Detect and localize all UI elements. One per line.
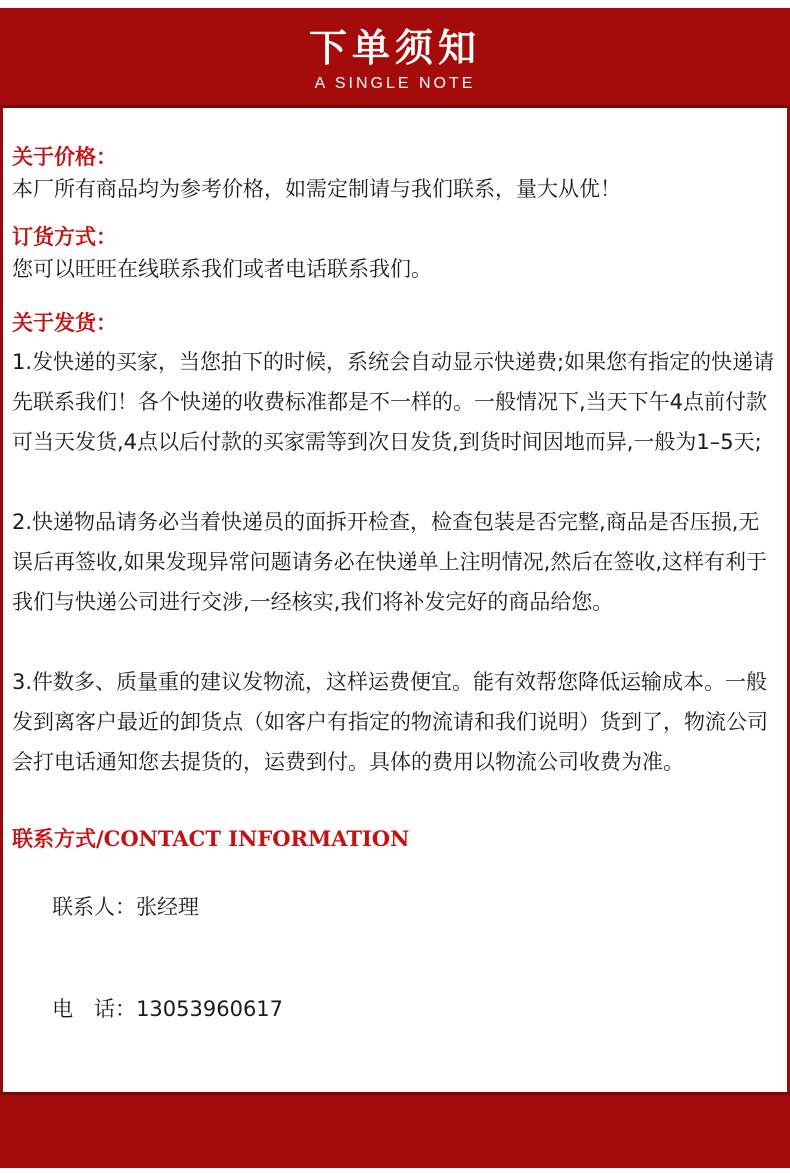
contact-phone-label: 电 话：: [52, 997, 137, 1021]
section-paragraph: 您可以旺旺在线联系我们或者电话联系我们。: [12, 257, 432, 281]
section-shipping: [12, 308, 780, 782]
notice-content: [12, 140, 780, 1060]
contact-phone-value: 13053960617: [136, 997, 284, 1021]
page-subtitle: A SINGLE NOTE: [314, 75, 476, 92]
section-price: [12, 142, 780, 206]
contact-person-row: [12, 856, 780, 958]
section-heading-ordering: 订货方式：: [12, 224, 117, 249]
page-footer: [0, 1092, 790, 1174]
section-heading-shipping: 关于发货：: [12, 310, 117, 335]
section-heading-contact: 联系方式/CONTACT INFORMATION: [12, 826, 410, 851]
section-paragraph: 本厂所有商品均为参考价格，如需定制请与我们联系，量大从优！: [12, 177, 621, 201]
section-paragraph: 1.发快递的买家，当您拍下的时候，系统会自动显示快递费;如果您有指定的快递请先联系我们！各个快递的收费标准都是不一样的。一般情况下,当天下午4点前付款可当天发货,4点以后付款的买家需等到次日发货,到货时间因地而异,一般为1–5天;: [12, 350, 775, 454]
page-title: 下单须知: [308, 26, 481, 70]
section-ordering: [12, 222, 780, 286]
contact-phone-row: [12, 958, 780, 1060]
contact-person-value: 张经理: [136, 895, 200, 919]
section-heading-price: 关于价格：: [12, 144, 117, 169]
section-paragraph: 2.快递物品请务必当着快递员的面拆开检查，检查包装是否完整,商品是否压损,无误后再签收,如果发现异常问题请务必在快递单上注明情况,然后在签收,这样有利于我们与快递公司进行交涉,一经核实,我们将补发完好的商品给您。: [12, 510, 768, 614]
header-top-stripe: [0, 0, 790, 8]
footer-bottom-stripe: [0, 1168, 790, 1174]
page-header: [0, 0, 790, 108]
section-contact: [12, 824, 780, 1060]
contact-person-label: 联系人：: [52, 895, 137, 919]
section-paragraph: 3.件数多、质量重的建议发物流，这样运费便宜。能有效帮您降低运输成本。一般发到离客户最近的卸货点（如客户有指定的物流请和我们说明）货到了，物流公司会打电话通知您去提货的，运费到付。具体的费用以物流公司收费为准。: [12, 670, 768, 774]
